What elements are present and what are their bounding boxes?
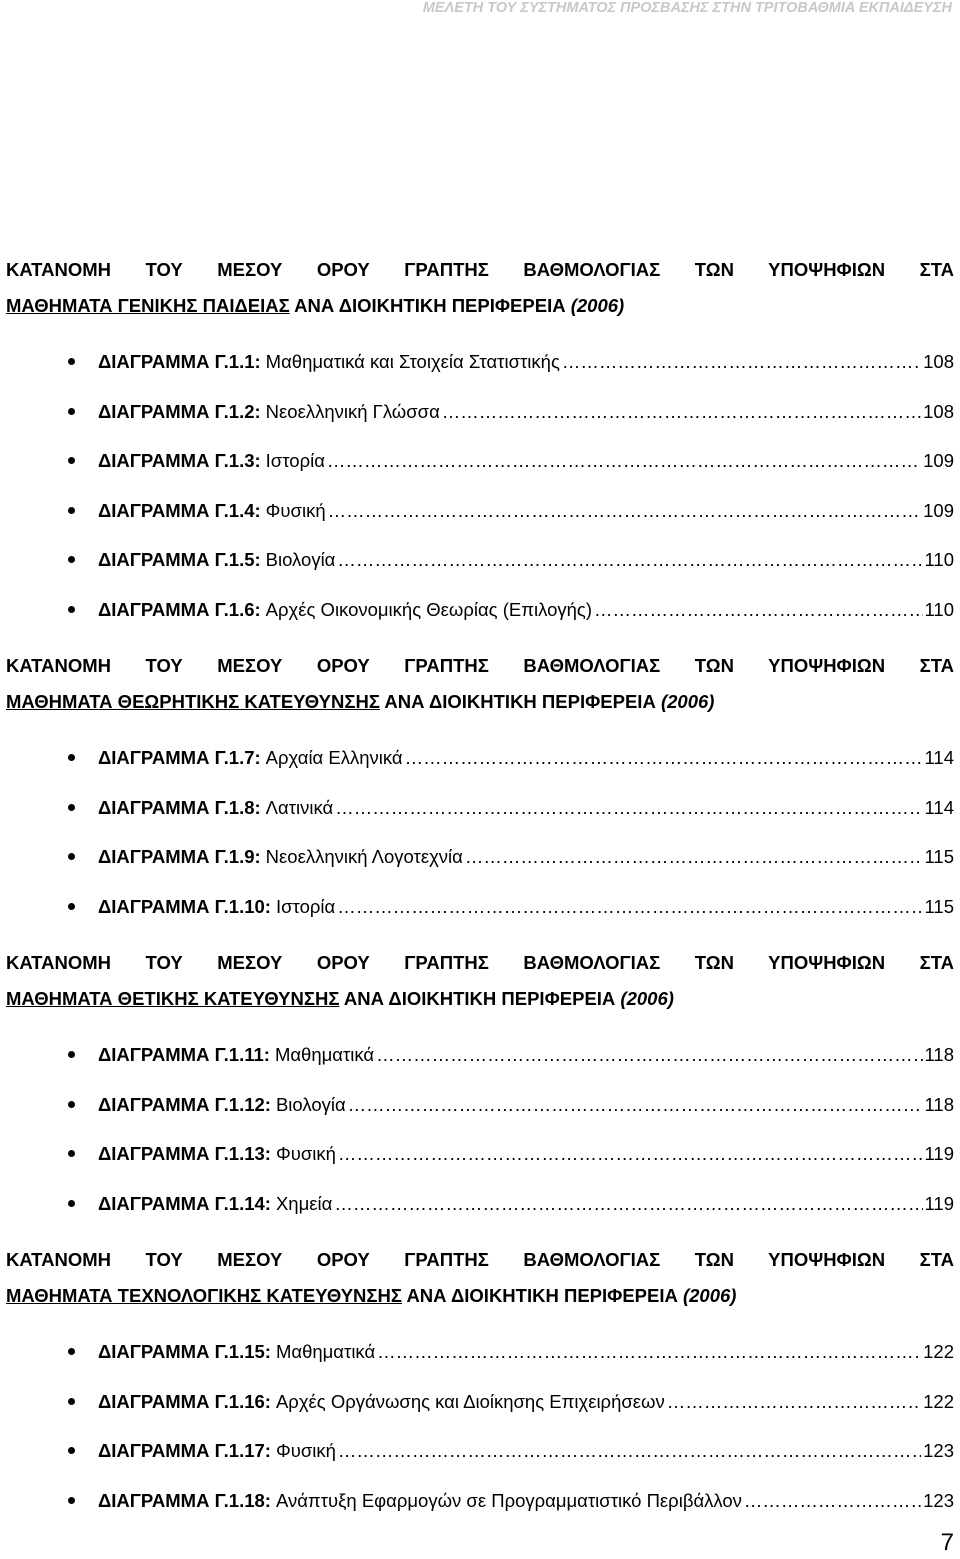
section-heading-rest: ΑΝΑ ΔΙΟΙΚΗΤΙΚΗ ΠΕΡΙΦΕΡΕΙΑ (379, 690, 661, 712)
bullet-icon (68, 1150, 75, 1157)
bullet-icon (68, 1447, 75, 1454)
section-subject: ΜΑΘΗΜΑΤΑ ΤΕΧΝΟΛΟΓΙΚΗΣ ΚΑΤΕΥΘΥΝΣΗΣ (6, 1284, 402, 1306)
bullet-icon (68, 804, 75, 811)
toc-entry-title: Μαθηματικά και Στοιχεία Στατιστικής (265, 351, 560, 372)
section-heading-line1: ΚΑΤΑΝΟΜΗ ΤΟΥ ΜΕΣΟΥ ΟΡΟΥ ΓΡΑΠΤΗΣ ΒΑΘΜΟΛΟΓΙΑΣ ΤΩΝ ΥΠΟΨΗΦΙΩΝ ΣΤΑ (6, 655, 954, 676)
running-header: ΜΕΛΕΤΗ ΤΟΥ ΣΥΣΤΗΜΑΤΟΣ ΠΡΟΣΒΑΣΗΣ ΣΤΗΝ ΤΡΙΤΟΒΑΘΜΙΑ ΕΚΠΑΙΔΕΥΣΗ (422, 0, 952, 16)
dot-leader (327, 436, 921, 486)
bullet-icon (68, 754, 75, 761)
toc-entry-title: Λατινικά (265, 796, 334, 818)
section-heading-line2 (6, 288, 954, 324)
toc-entry-title: Αρχές Οικονομικής Θεωρίας (Επιλογής) (265, 598, 592, 620)
dot-leader (562, 337, 921, 387)
dot-leader (744, 1476, 921, 1526)
dot-leader (442, 387, 921, 437)
toc-entry-page: 108 (923, 400, 954, 422)
toc-entry[interactable] (6, 535, 954, 585)
toc-entry-label: ΔΙΑΓΡΑΜΜΑ Γ.1.17: (98, 1440, 271, 1461)
toc-entry[interactable] (6, 1030, 954, 1080)
toc-entry-page: 108 (923, 351, 954, 372)
dot-leader (328, 486, 922, 536)
toc-entry[interactable] (6, 1377, 954, 1427)
dot-leader (377, 1327, 921, 1377)
section-subject: ΜΑΘΗΜΑΤΑ ΓΕΝΙΚΗΣ ΠΑΙΔΕΙΑΣ (6, 294, 290, 316)
toc-entry-label: ΔΙΑΓΡΑΜΜΑ Γ.1.14: (98, 1192, 271, 1214)
toc-entry[interactable] (6, 832, 954, 882)
toc-entry-page: 118 (924, 1044, 954, 1065)
toc-entry[interactable] (6, 1476, 954, 1526)
section-heading-line2 (6, 684, 954, 720)
bullet-icon (68, 408, 75, 415)
toc-entry-label: ΔΙΑΓΡΑΜΜΑ Γ.1.15: (98, 1341, 271, 1362)
toc-entry-page: 114 (924, 796, 954, 818)
toc-entry-title: Ιστορία (265, 450, 325, 471)
section-heading-line1: ΚΑΤΑΝΟΜΗ ΤΟΥ ΜΕΣΟΥ ΟΡΟΥ ΓΡΑΠΤΗΣ ΒΑΘΜΟΛΟΓΙΑΣ ΤΩΝ ΥΠΟΨΗΦΙΩΝ ΣΤΑ (6, 259, 954, 280)
toc-entry[interactable] (6, 1080, 954, 1130)
bullet-icon (68, 1051, 75, 1058)
dot-leader (405, 733, 923, 783)
toc-entry-page: 122 (923, 1341, 954, 1362)
toc-entry-page: 123 (923, 1440, 954, 1461)
section-heading-rest: ΑΝΑ ΔΙΟΙΚΗΤΙΚΗ ΠΕΡΙΦΕΡΕΙΑ (289, 294, 571, 316)
toc-entry[interactable] (6, 585, 954, 635)
toc-entry-title: Βιολογία (275, 1093, 346, 1115)
toc-entry-title: Νεοελληνική Γλώσσα (265, 400, 440, 422)
toc-entry-title: Μαθηματικά (274, 1044, 375, 1065)
section-heading (6, 252, 954, 323)
toc-section (6, 945, 954, 1242)
toc-entry-page: 114 (924, 747, 954, 768)
dot-leader (335, 783, 922, 833)
toc-entry-page: 119 (924, 1143, 954, 1164)
dot-leader (667, 1377, 921, 1427)
toc-entry-page: 122 (923, 1390, 954, 1412)
toc-entry-page: 110 (924, 549, 954, 570)
section-heading-rest: ΑΝΑ ΔΙΟΙΚΗΤΙΚΗ ΠΕΡΙΦΕΡΕΙΑ (339, 987, 621, 1009)
toc-entry-title: Μαθηματικά (275, 1341, 376, 1362)
toc-entry[interactable] (6, 1129, 954, 1179)
dot-leader (338, 1129, 923, 1179)
section-subject: ΜΑΘΗΜΑΤΑ ΘΕΤΙΚΗΣ ΚΑΤΕΥΘΥΝΣΗΣ (6, 987, 340, 1009)
bullet-icon (68, 1398, 75, 1405)
toc-entry-title: Χημεία (275, 1192, 333, 1214)
toc-entry-label: ΔΙΑΓΡΑΜΜΑ Γ.1.2: (98, 400, 261, 422)
toc-section (6, 252, 954, 648)
toc-entry-title: Αρχαία Ελληνικά (265, 747, 403, 768)
section-heading (6, 1242, 954, 1313)
toc-entry-title: Βιολογία (265, 549, 336, 570)
toc-entry-title: Φυσική (275, 1440, 336, 1461)
toc-entry-title: Φυσική (265, 499, 326, 521)
toc-section (6, 648, 954, 945)
toc-entry[interactable] (6, 1327, 954, 1377)
dot-leader (376, 1030, 922, 1080)
section-year: (2006) (682, 1284, 737, 1306)
toc-entry-label: ΔΙΑΓΡΑΜΜΑ Γ.1.12: (98, 1093, 271, 1115)
dot-leader (334, 1179, 922, 1229)
bullet-icon (68, 556, 75, 563)
bullet-icon (68, 457, 75, 464)
bullet-icon (68, 358, 75, 365)
section-year: (2006) (620, 987, 674, 1009)
toc-entry-page: 123 (923, 1489, 954, 1511)
toc-entry-title: Αρχές Οργάνωσης και Διοίκησης Επιχειρήσεων (275, 1390, 665, 1412)
dot-leader (337, 882, 922, 932)
toc-entry-title: Ανάπτυξη Εφαρμογών σε Προγραμματιστικό Περιβάλλον (275, 1489, 742, 1511)
toc-entry-label: ΔΙΑΓΡΑΜΜΑ Γ.1.13: (98, 1143, 271, 1164)
toc-entry[interactable] (6, 1179, 954, 1229)
toc-entry-label: ΔΙΑΓΡΑΜΜΑ Γ.1.6: (98, 598, 261, 620)
toc-entry-title: Ιστορία (275, 895, 336, 917)
toc-entry-label: ΔΙΑΓΡΑΜΜΑ Γ.1.3: (98, 450, 261, 471)
toc-entry[interactable] (6, 882, 954, 932)
toc-entry[interactable] (6, 337, 954, 387)
section-heading-line2 (6, 1278, 954, 1314)
toc-entry-label: ΔΙΑΓΡΑΜΜΑ Γ.1.7: (98, 747, 261, 768)
toc-entry-page: 119 (924, 1192, 954, 1214)
toc-entry[interactable] (6, 783, 954, 833)
toc-entry-page: 115 (924, 846, 954, 867)
toc-entry-list (6, 719, 954, 945)
toc-entry-title: Νεοελληνική Λογοτεχνία (265, 846, 463, 867)
toc-entry-label: ΔΙΑΓΡΑΜΜΑ Γ.1.18: (98, 1489, 271, 1511)
bullet-icon (68, 1200, 75, 1207)
section-heading-line2 (6, 981, 954, 1017)
section-heading (6, 945, 954, 1016)
toc-entry-list (6, 1313, 954, 1539)
section-year: (2006) (570, 294, 625, 316)
toc-entry-label: ΔΙΑΓΡΑΜΜΑ Γ.1.16: (98, 1390, 271, 1412)
toc-entry-page: 115 (924, 895, 954, 917)
dot-leader (337, 535, 922, 585)
toc-entry-label: ΔΙΑΓΡΑΜΜΑ Γ.1.1: (98, 351, 261, 372)
bullet-icon (68, 1348, 75, 1355)
bullet-icon (68, 853, 75, 860)
toc-entry-label: ΔΙΑΓΡΑΜΜΑ Γ.1.11: (98, 1044, 270, 1065)
section-subject: ΜΑΘΗΜΑΤΑ ΘΕΩΡΗΤΙΚΗΣ ΚΑΤΕΥΘΥΝΣΗΣ (6, 690, 380, 712)
toc-entry-page: 109 (923, 450, 954, 471)
toc-entry[interactable] (6, 1426, 954, 1476)
toc-entry[interactable] (6, 436, 954, 486)
bullet-icon (68, 903, 75, 910)
section-heading-rest: ΑΝΑ ΔΙΟΙΚΗΤΙΚΗ ΠΕΡΙΦΕΡΕΙΑ (401, 1284, 683, 1306)
bullet-icon (68, 1101, 75, 1108)
toc-entry-label: ΔΙΑΓΡΑΜΜΑ Γ.1.5: (98, 549, 261, 570)
toc-entry[interactable] (6, 486, 954, 536)
dot-leader (338, 1426, 921, 1476)
toc-entry-label: ΔΙΑΓΡΑΜΜΑ Γ.1.10: (98, 895, 271, 917)
table-of-contents (6, 252, 954, 1539)
toc-section (6, 1242, 954, 1539)
toc-entry-page: 110 (924, 598, 954, 620)
toc-entry-label: ΔΙΑΓΡΑΜΜΑ Γ.1.9: (98, 846, 261, 867)
toc-entry[interactable] (6, 387, 954, 437)
bullet-icon (68, 606, 75, 613)
dot-leader (348, 1080, 923, 1130)
section-heading-line1: ΚΑΤΑΝΟΜΗ ΤΟΥ ΜΕΣΟΥ ΟΡΟΥ ΓΡΑΠΤΗΣ ΒΑΘΜΟΛΟΓΙΑΣ ΤΩΝ ΥΠΟΨΗΦΙΩΝ ΣΤΑ (6, 1249, 954, 1270)
dot-leader (594, 585, 923, 635)
toc-entry-label: ΔΙΑΓΡΑΜΜΑ Γ.1.4: (98, 499, 261, 521)
page-number: 7 (940, 1529, 954, 1556)
toc-entry-list (6, 323, 954, 648)
toc-entry-list (6, 1016, 954, 1242)
toc-entry-page: 109 (923, 499, 954, 521)
toc-entry-label: ΔΙΑΓΡΑΜΜΑ Γ.1.8: (98, 796, 261, 818)
bullet-icon (68, 507, 75, 514)
toc-entry[interactable] (6, 733, 954, 783)
section-year: (2006) (660, 690, 715, 712)
toc-entry-title: Φυσική (275, 1143, 336, 1164)
bullet-icon (68, 1497, 75, 1504)
section-heading-line1: ΚΑΤΑΝΟΜΗ ΤΟΥ ΜΕΣΟΥ ΟΡΟΥ ΓΡΑΠΤΗΣ ΒΑΘΜΟΛΟΓΙΑΣ ΤΩΝ ΥΠΟΨΗΦΙΩΝ ΣΤΑ (6, 952, 954, 973)
toc-entry-page: 118 (924, 1093, 954, 1115)
section-heading (6, 648, 954, 719)
dot-leader (465, 832, 923, 882)
